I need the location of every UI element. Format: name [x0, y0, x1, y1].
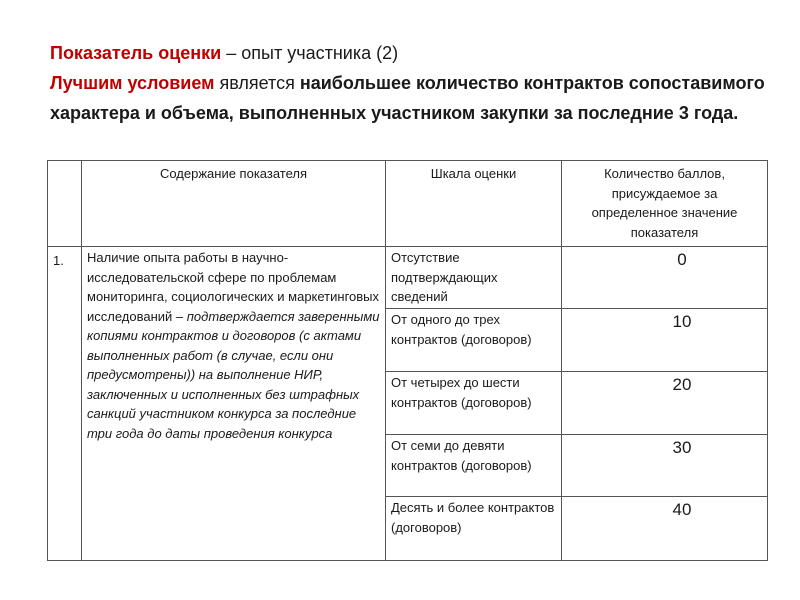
heading-line-2	[50, 68, 770, 128]
points-cell: 40	[562, 497, 768, 561]
header-number	[48, 161, 82, 247]
table-header-row	[48, 161, 768, 247]
heading-best-condition-verb: является	[214, 73, 300, 93]
scale-cell: Отсутствие подтверждающих сведений	[386, 247, 562, 309]
indicator-content-italic: подтверждается заверенными копиями контрактов и договоров (с актами выполненных работ (в случае, если они предусмотрены)) на выполнение НИР, заключенных и исполненных без штрафных санкций участником конкурса за последние три года до даты проведения конкурса	[87, 308, 380, 441]
heading-indicator-label: Показатель оценки	[50, 43, 222, 63]
scale-cell: От одного до трех контрактов (договоров)	[386, 309, 562, 372]
heading-line-1	[50, 38, 770, 68]
heading-indicator-text: – опыт участника (2)	[221, 43, 399, 63]
indicator-content-plain: Наличие опыта работы в научно-исследовательской сфере по проблемам мониторинга, социологических и маркетинговых исследований –	[87, 250, 380, 324]
points-cell: 0	[562, 247, 768, 309]
table-row	[48, 247, 768, 309]
points-cell: 30	[562, 435, 768, 497]
header-points: Количество баллов, присуждаемое за определенное значение показателя	[562, 161, 768, 247]
row-number: 1.	[48, 247, 82, 561]
points-cell: 10	[562, 309, 768, 372]
heading-best-condition-text: наибольшее количество контрактов сопоставимого характера и объема, выполненных участником закупки за последние 3 года.	[50, 73, 765, 123]
scale-cell: От семи до девяти контрактов (договоров)	[386, 435, 562, 497]
criteria-table	[47, 160, 768, 561]
header-scale: Шкала оценки	[386, 161, 562, 247]
header-content: Содержание показателя	[82, 161, 386, 247]
slide-heading	[50, 38, 770, 128]
scale-cell: Десять и более контрактов (договоров)	[386, 497, 562, 561]
scale-cell: От четырех до шести контрактов (договоров)	[386, 372, 562, 435]
points-cell: 20	[562, 372, 768, 435]
indicator-content	[82, 247, 386, 561]
heading-best-condition-label: Лучшим условием	[50, 73, 215, 93]
